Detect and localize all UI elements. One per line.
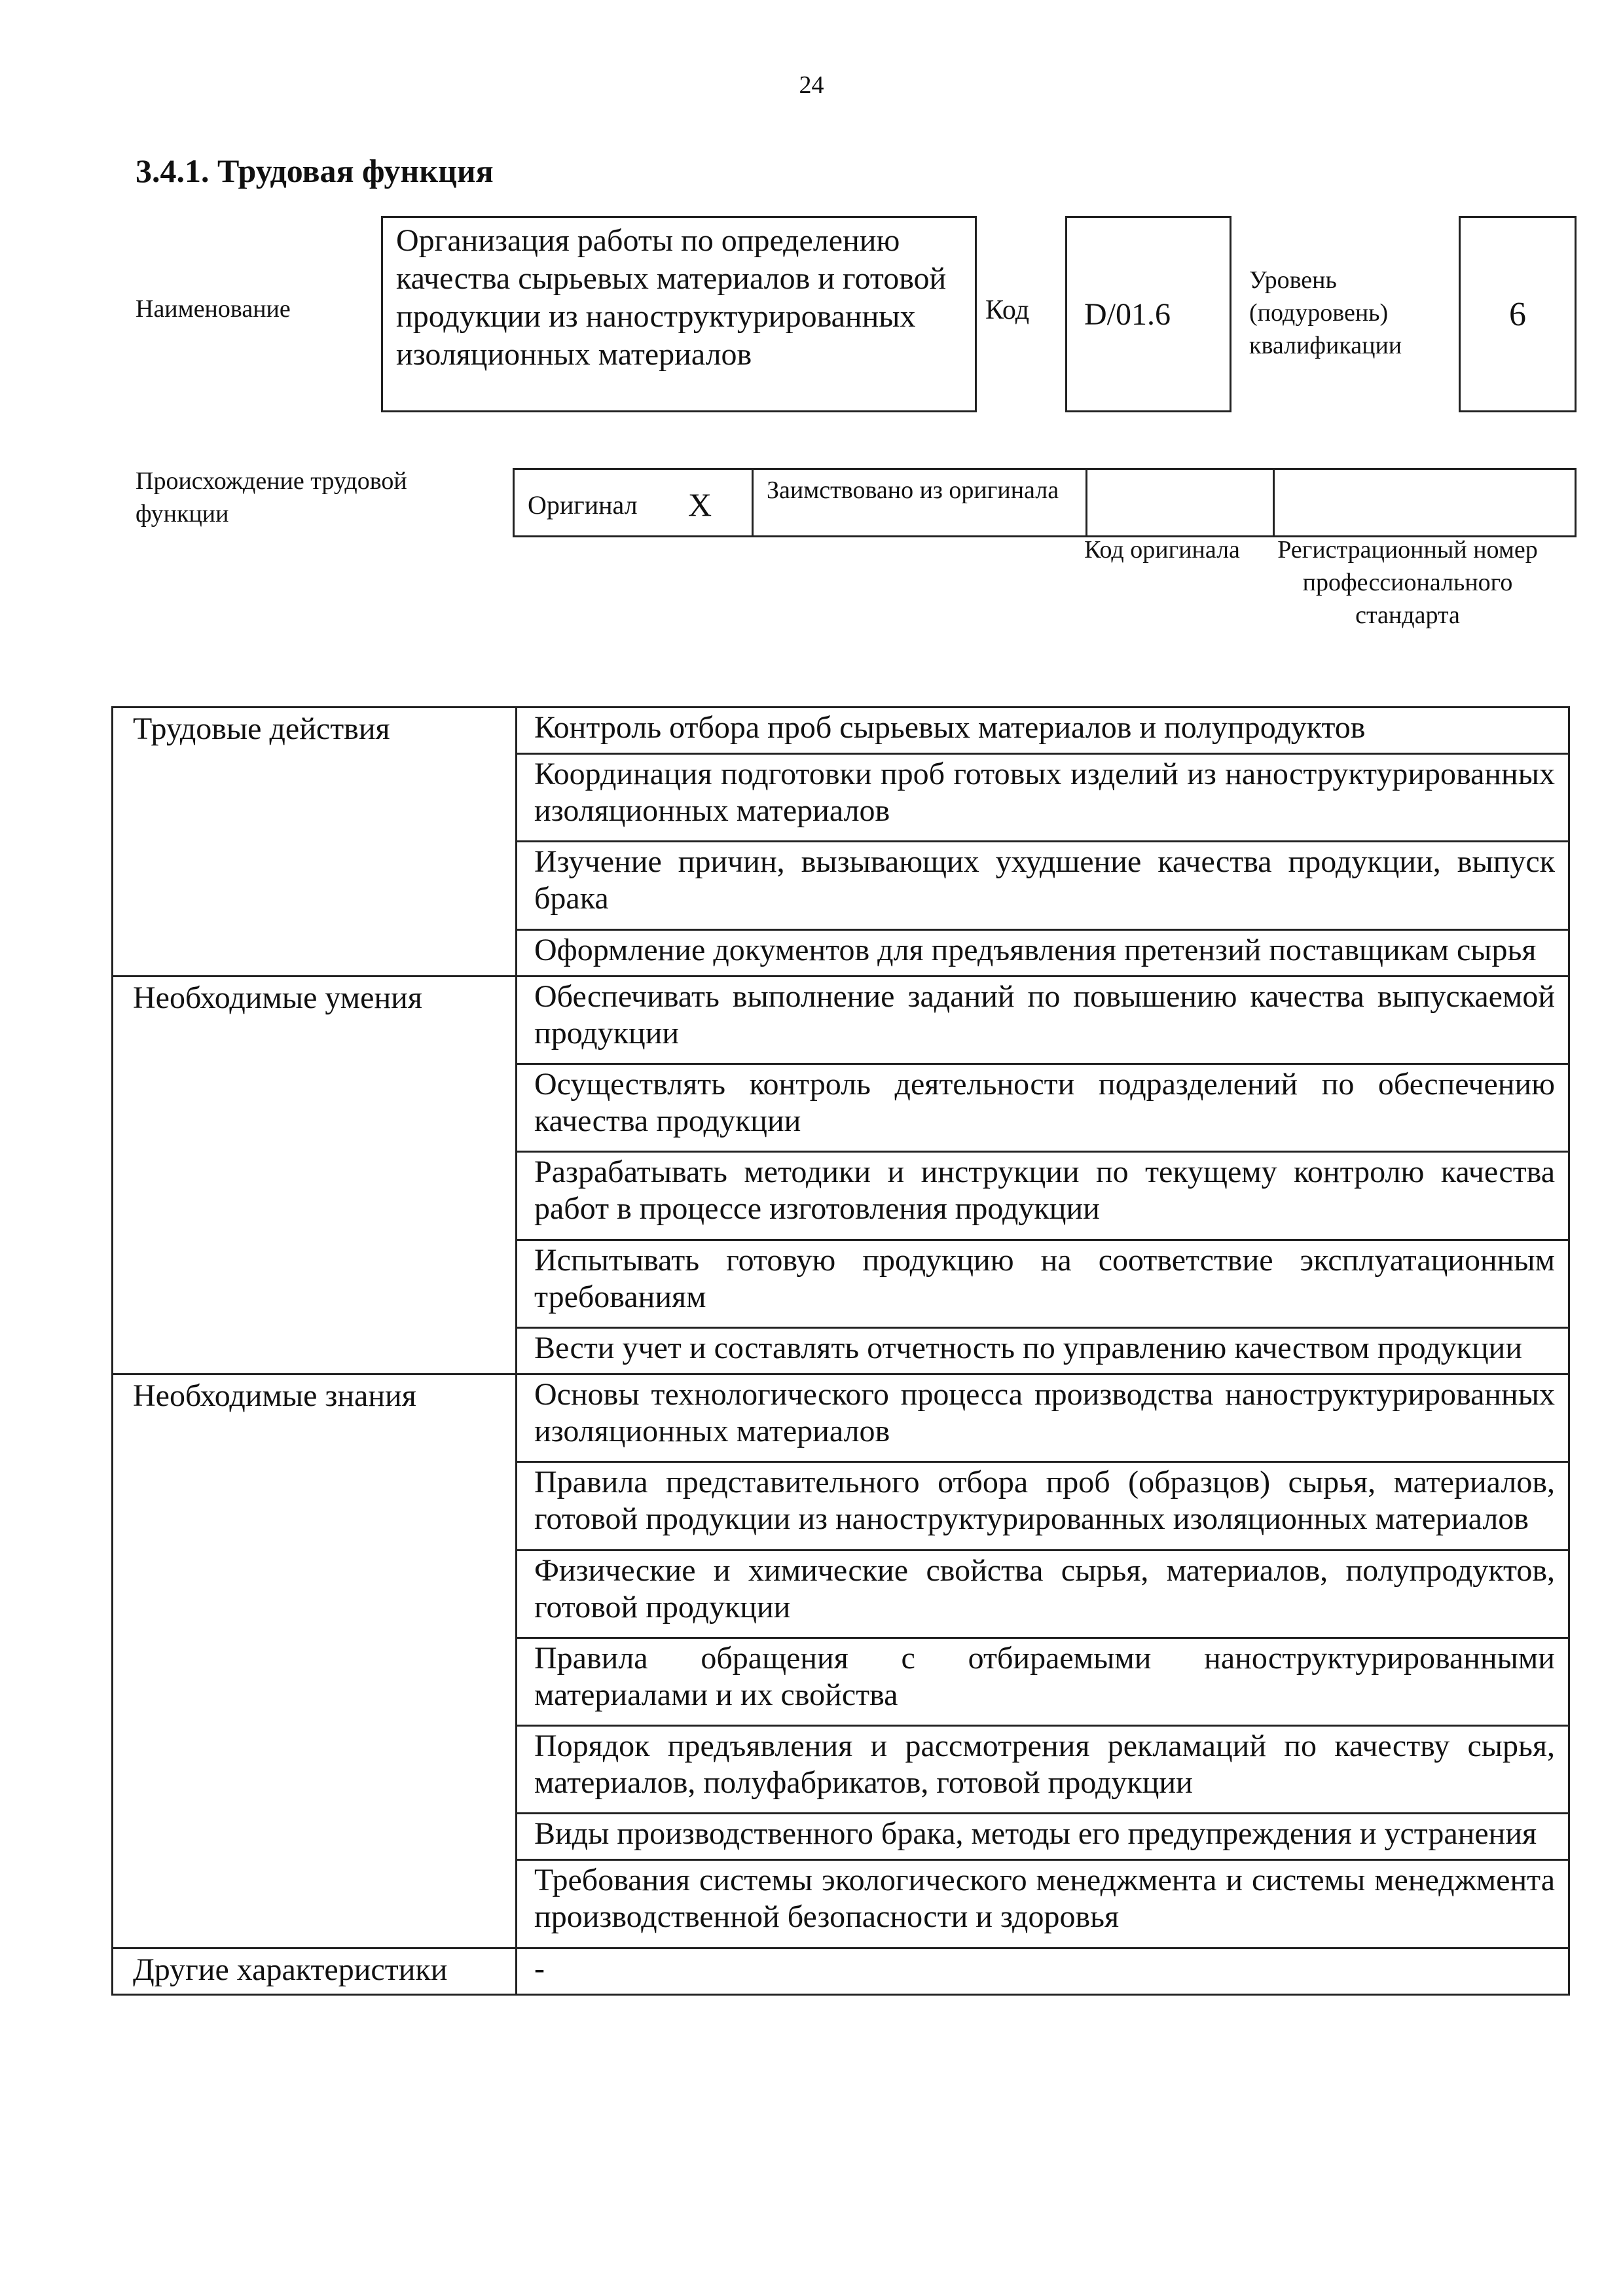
section-title: 3.4.1. Трудовая функция <box>136 152 494 189</box>
name-label: Наименование <box>136 295 291 323</box>
actions-item: Контроль отбора проб сырьевых материалов и полупродуктов <box>517 708 1569 754</box>
skills-item: Разрабатывать методики и инструкции по текущему контролю качества работ в процессе изготовления продукции <box>517 1152 1569 1240</box>
function-details-table <box>111 706 1570 1996</box>
table-row <box>113 976 1569 1064</box>
skills-item: Испытывать готовую продукцию на соответствие эксплуатационным требованиям <box>517 1240 1569 1327</box>
registration-number-cell <box>1275 470 1575 535</box>
original-mark: X <box>688 486 712 523</box>
page-number: 24 <box>799 71 824 99</box>
table-row <box>113 1374 1569 1462</box>
actions-item: Изучение причин, вызывающих ухудшение качества продукции, выпуск брака <box>517 842 1569 929</box>
knowledge-label: Необходимые знания <box>113 1374 517 1948</box>
other-characteristics-label: Другие характеристики <box>113 1948 517 1994</box>
level-value: 6 <box>1509 295 1526 333</box>
knowledge-item: Основы технологического процесса производства наноструктурированных изоляционных материалов <box>517 1374 1569 1462</box>
knowledge-item: Правила обращения с отбираемыми наноструктурированными материалами и их свойства <box>517 1638 1569 1725</box>
knowledge-item: Правила представительного отбора проб (образцов) сырья, материалов, готовой продукции из наноструктурированных изоляционных материалов <box>517 1462 1569 1550</box>
skills-label: Необходимые умения <box>113 976 517 1374</box>
registration-caption: Регистрационный номер профессионального стандарта <box>1277 536 1538 629</box>
original-code-cell <box>1087 470 1275 535</box>
skills-item: Обеспечивать выполнение заданий по повышению качества выпускаемой продукции <box>517 976 1569 1064</box>
borrowed-label: Заимствовано из оригинала <box>754 470 1087 535</box>
knowledge-item: Порядок предъявления и рассмотрения рекламаций по качеству сырья, материалов, полуфабрикатов, готовой продукции <box>517 1726 1569 1814</box>
knowledge-item: Физические и химические свойства сырья, материалов, полупродуктов, готовой продукции <box>517 1550 1569 1638</box>
origin-original-cell <box>515 470 754 535</box>
code-label: Код <box>985 295 1030 325</box>
function-name-box: Организация работы по определению качества сырьевых материалов и готовой продукции из наноструктурированных изоляционных материалов <box>381 216 977 412</box>
original-label: Оригинал <box>528 490 638 520</box>
code-value: D/01.6 <box>1084 296 1171 332</box>
code-caption: Код оригинала <box>1084 536 1240 564</box>
knowledge-item: Требования системы экологического менеджмента и системы менеджмента производственной безопасности и здоровья <box>517 1860 1569 1948</box>
qualification-level-label: Уровень (подуровень) квалификации <box>1249 266 1402 359</box>
skills-item: Осуществлять контроль деятельности подразделений по обеспечению качества продукции <box>517 1064 1569 1152</box>
table-row <box>113 708 1569 754</box>
actions-item: Оформление документов для предъявления претензий поставщикам сырья <box>517 929 1569 976</box>
skills-item: Вести учет и составлять отчетность по управлению качеством продукции <box>517 1327 1569 1374</box>
origin-label: Происхождение трудовой функции <box>136 467 407 528</box>
level-box <box>1459 216 1577 412</box>
actions-label: Трудовые действия <box>113 708 517 977</box>
code-box <box>1065 216 1231 412</box>
table-row <box>113 1948 1569 1994</box>
knowledge-item: Виды производственного брака, методы его предупреждения и устранения <box>517 1814 1569 1860</box>
origin-row <box>513 468 1577 537</box>
other-characteristics-value: - <box>517 1948 1569 1994</box>
actions-item: Координация подготовки проб готовых изделий из наноструктурированных изоляционных материалов <box>517 754 1569 842</box>
